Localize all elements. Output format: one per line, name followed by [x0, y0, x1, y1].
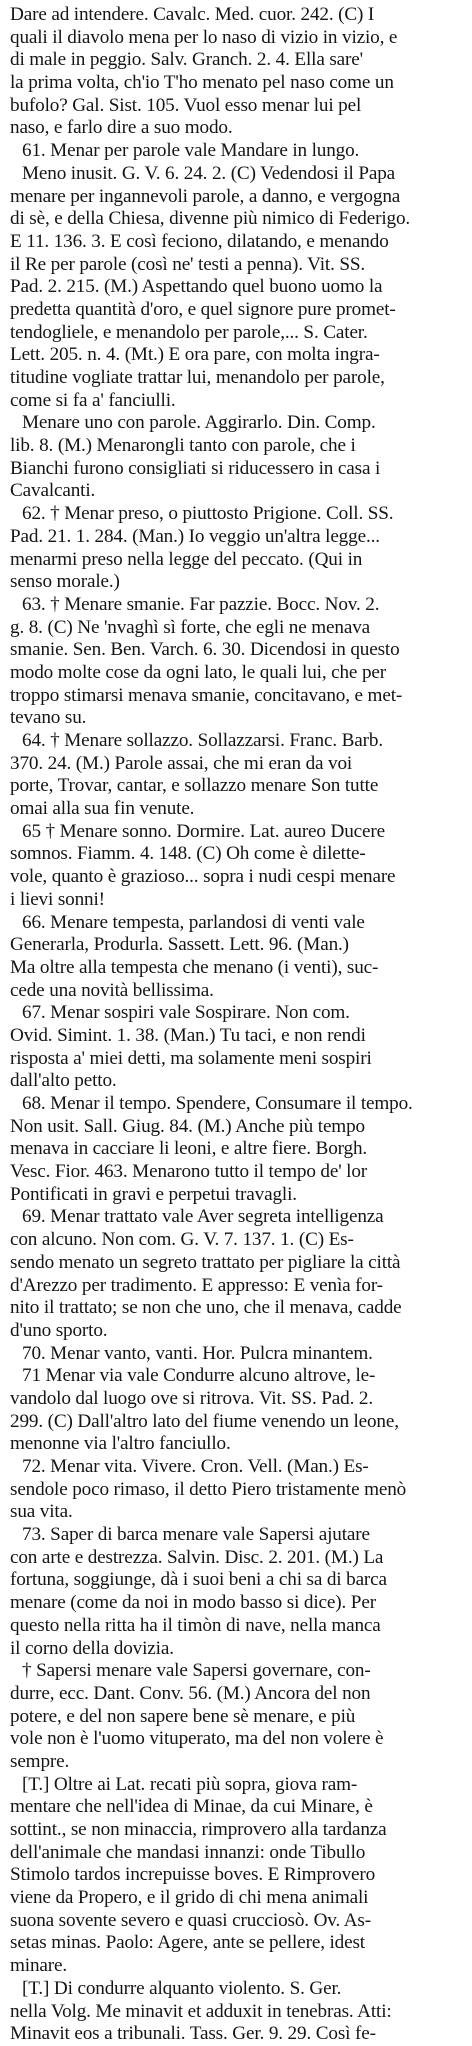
text-line: titudine vogliate trattar lui, menandolo per parole, — [10, 367, 385, 388]
text-line: Pad. 21. 1. 284. (Man.) Io veggio un'altra legge... — [10, 525, 380, 547]
text-line: somnos. Fiamm. 4. 148. (C) Oh come è dilette- — [10, 843, 366, 865]
text-line: Vesc. Fior. 463. Menarono tutto il tempo de' lor — [10, 1161, 368, 1183]
text-line: suona sovente severo e quasi crucciosò. Ov. As- — [10, 1909, 371, 1931]
text-line: mentare che nell'idea di Minae, da cui Minare, è — [10, 1796, 373, 1818]
text-line: fortuna, soggiunge, dà i suoi beni a chi sa di barca — [10, 1569, 387, 1591]
text-line: quali il diavolo mena per lo naso di vizio in vizio, e — [10, 26, 398, 48]
text-line: 64. † Menare sollazzo. Sollazzarsi. Franc. Barb. — [22, 730, 383, 751]
text-line: Dare ad intendere. Cavalc. Med. cuor. 242. (C) I — [10, 4, 375, 25]
text-line: 69. Menar trattato vale Aver segreta intelligenza — [22, 1206, 384, 1228]
text-line: 72. Menar vita. Vivere. Cron. Vell. (Man.) Es- — [22, 1456, 369, 1477]
text-line: viene da Propero, e il grido di chi mena animali — [10, 1887, 369, 1909]
text-line: vole non è l'uomo vituperato, ma del non volere è — [10, 1728, 384, 1750]
text-line: risposta a' miei detti, ma solamente meni sospiri — [10, 1047, 372, 1069]
text-line: bufolo? Gal. Sist. 105. Vuol esso menar lui pel — [10, 94, 362, 116]
text-line: 62. † Menar preso, o piuttosto Prigione. Coll. SS. — [22, 503, 394, 525]
text-line: Lett. 205. n. 4. (Mt.) E ora pare, con molta ingra- — [10, 344, 380, 366]
text-line: con arte e destrezza. Salvin. Disc. 2. 201. (M.) La — [10, 1546, 384, 1568]
text-line: omai alla sua fin venute. — [10, 798, 195, 820]
text-line: Minavit eos a tribunali. Tass. Ger. 9. 29. Così fe- — [10, 2023, 376, 2045]
text-line: 73. Saper di barca menare vale Sapersi ajutare — [22, 1524, 370, 1546]
text-line: setas minas. Paolo: Agere, ante se pellere, idest — [10, 1932, 365, 1954]
text-line: il Re per parole (così ne' testi a penna). Vit. SS. — [10, 253, 366, 275]
text-line: Menare uno con parole. Aggirarlo. Din. Comp. — [22, 412, 376, 434]
text-line: 66. Menare tempesta, parlandosi di venti vale — [22, 911, 365, 933]
text-line: di sè, e della Chiesa, divenne più nimico di Federigo. — [10, 208, 411, 230]
text-line: smanie. Sen. Ben. Varch. 6. 30. Dicendosi in questo — [10, 639, 400, 661]
text-line: minare. — [10, 1955, 68, 1977]
text-line: sendole poco rimaso, il detto Piero tristamente menò — [10, 1478, 407, 1500]
text-line: 63. † Menare smanie. Far pazzie. Bocc. Nov. 2. — [22, 593, 380, 615]
text-line: modo molte cose da ogni lato, le quali lui, che per — [10, 661, 386, 683]
text-line: d'uno sporto. — [10, 1319, 108, 1341]
text-line: vandolo dal luogo ove si ritrova. Vit. SS. Pad. 2. — [10, 1387, 374, 1409]
text-line: tendogliele, e menandolo per parole,... S. Cater. — [10, 321, 368, 343]
text-line: menare (come da noi in modo basso si dice). Per — [10, 1592, 376, 1614]
text-line: 370. 24. (M.) Parole assai, che mi eran da voi — [10, 752, 353, 774]
text-line: sua vita. — [10, 1501, 73, 1523]
text-line: g. 8. (C) Ne 'nvaghì sì forte, che egli ne menava — [10, 616, 371, 638]
text-line: Bianchi furono consigliati si riducessero in casa i — [10, 457, 381, 479]
text-line: predetta quantità d'oro, e quel signore pure promet- — [10, 298, 396, 320]
text-line: cede una novità bellissima. — [10, 979, 214, 1001]
text-line: naso, e farlo dire a suo modo. — [10, 117, 233, 139]
text-line: d'Arezzo per tradimento. E appresso: E venìa for- — [10, 1274, 383, 1296]
text-line: troppo stimarsi menava smanie, concitavano, e met- — [10, 684, 403, 706]
text-line: durre, ecc. Dant. Conv. 56. (M.) Ancora del non — [10, 1682, 371, 1704]
text-line: menava in cacciare li leoni, e altre fiere. Borgh. — [10, 1138, 368, 1160]
text-line: 61. Menar per parole vale Mandare in lungo. — [22, 140, 360, 162]
text-line: il corno della dovizia. — [10, 1637, 174, 1659]
text-line: 65 † Menare sonno. Dormire. Lat. aureo Ducere — [22, 820, 386, 842]
text-line: Pad. 2. 215. (M.) Aspettando quel buono uomo la — [10, 276, 383, 298]
text-line: sendo menato un segreto trattato per pigliare la città — [10, 1251, 401, 1273]
text-line: menonne via l'altro fanciullo. — [10, 1433, 231, 1455]
text-line: Cavalcanti. — [10, 480, 96, 502]
text-line: 70. Menar vanto, vanti. Hor. Pulcra minantem. — [22, 1342, 373, 1364]
text-line: 71 Menar via vale Condurre alcuno altrove, le- — [22, 1365, 376, 1387]
text-line: E 11. 136. 3. E così feciono, dilatando, e menando — [10, 230, 389, 252]
text-line: dall'alto petto. — [10, 1070, 117, 1092]
text-line: Ma oltre alla tempesta che menano (i venti), suc- — [10, 956, 379, 978]
text-line: 299. (C) Dall'altro lato del fiume venendo un leone, — [10, 1410, 399, 1432]
text-line: potere, e del non sapere bene sè menare, e più — [10, 1705, 356, 1727]
text-line: tevano su. — [10, 707, 87, 729]
text-line: la prima volta, ch'io T'ho menato pel naso come un — [10, 72, 394, 94]
text-line: con alcuno. Non com. G. V. 7. 137. 1. (C) Es- — [10, 1229, 354, 1251]
text-line: di male in peggio. Salv. Granch. 2. 4. Ella sare' — [10, 49, 363, 71]
text-line: Meno inusit. G. V. 6. 24. 2. (C) Vedendosi il Papa — [22, 162, 396, 184]
text-line: come si fa a' fanciulli. — [10, 389, 176, 411]
text-line: Ovid. Simint. 1. 38. (Man.) Tu taci, e non rendi — [10, 1024, 366, 1046]
text-line: vole, quanto è grazioso... sopra i nudi cespi menare — [10, 866, 396, 888]
text-line: nella Volg. Me minavit et adduxit in tenebras. Atti: — [10, 2000, 392, 2022]
text-line: senso morale.) — [10, 571, 120, 593]
text-line: [T.] Di condurre alquanto violento. S. Ger. — [22, 1977, 342, 1999]
text-line: menarmi preso nella legge del peccato. (Qui in — [10, 548, 363, 570]
text-line: 68. Menar il tempo. Spendere, Consumare il tempo. — [22, 1093, 413, 1114]
text-line: menare per ingannevoli parole, a danno, e vergogna — [10, 185, 401, 207]
text-line: porte, Trovar, cantar, e sollazzo menare Son tutte — [10, 775, 379, 797]
text-line: sottint., se non minaccia, rimprovero alla tardanza — [10, 1819, 387, 1840]
text-line: Generarla, Produrla. Sassett. Lett. 96. (Man.) — [10, 934, 349, 956]
text-line: 67. Menar sospiri vale Sospirare. Non com. — [22, 1002, 350, 1024]
text-line: Pontificati in gravi e perpetui travagli. — [10, 1183, 297, 1205]
text-line: Stimolo tardos increpuisse boves. E Rimprovero — [10, 1864, 376, 1886]
dictionary-text-column — [10, 4, 462, 2046]
text-line: questo nella ritta ha il timòn di nave, nella manca — [10, 1614, 381, 1636]
text-line: [T.] Oltre ai Lat. recati più sopra, giova ram- — [22, 1773, 358, 1795]
text-line: lib. 8. (M.) Menarongli tanto con parole, che i — [10, 435, 356, 457]
text-line: i lievi sonni! — [10, 888, 105, 910]
text-line: Non usit. Sall. Giug. 84. (M.) Anche più tempo — [10, 1115, 365, 1137]
text-line: nito il trattato; se non che uno, che il menava, cadde — [10, 1297, 402, 1319]
text-line: dell'animale che mandasi innanzi: onde Tibullo — [10, 1841, 366, 1863]
text-line: † Sapersi menare vale Sapersi governare, con- — [22, 1660, 371, 1682]
text-line: sempre. — [10, 1750, 70, 1772]
